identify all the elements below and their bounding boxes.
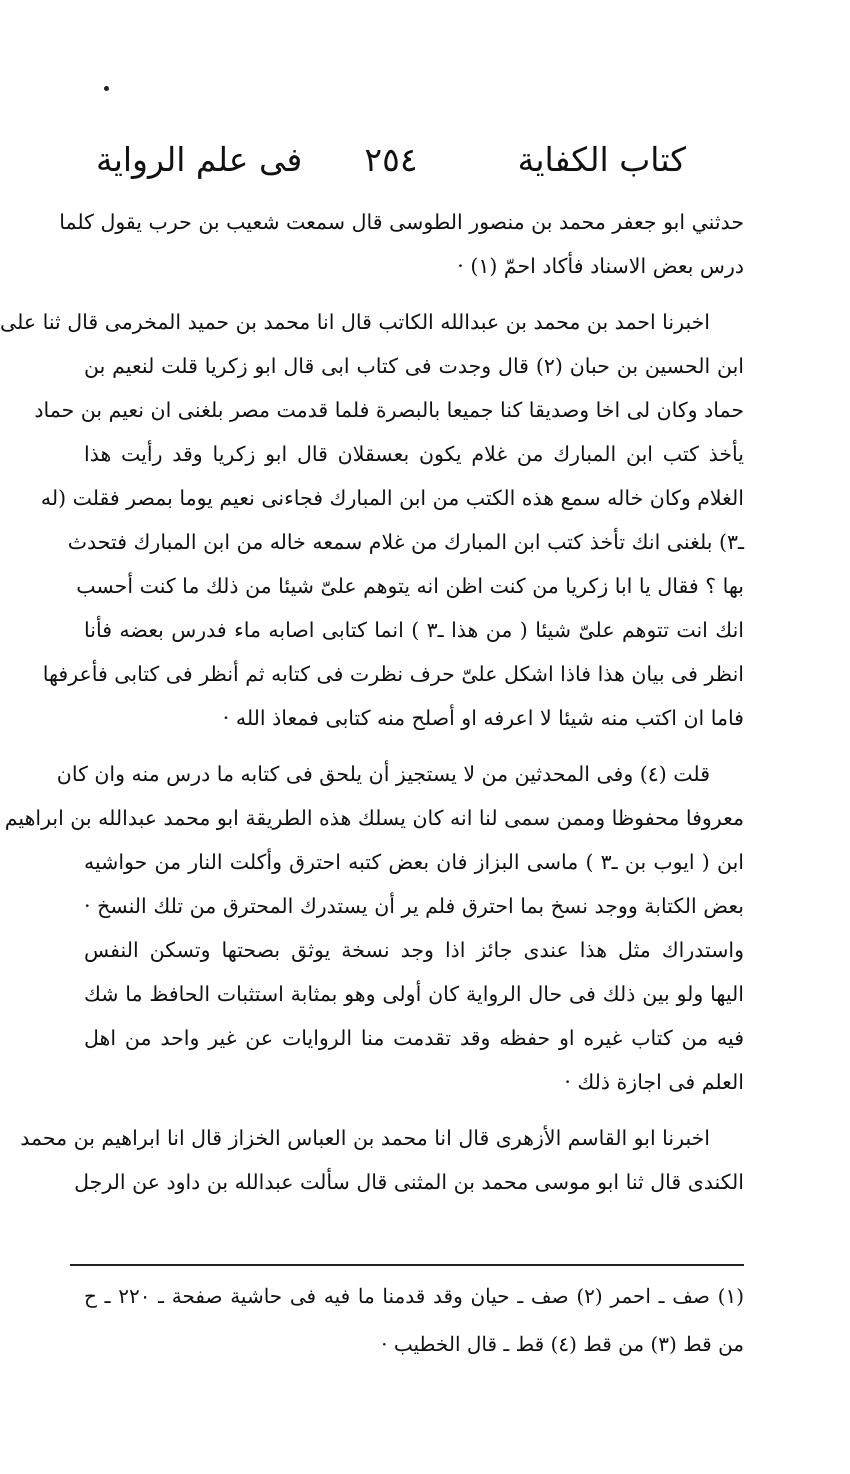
stray-dot — [104, 86, 109, 91]
body-line: اخبرنا ابو القاسم الأزهرى قال انا محمد بن العباس الخزاز قال انا ابراهيم بن محمد — [20, 1126, 710, 1150]
page-body — [0, 200, 744, 1204]
body-line: حدثني ابو جعفر محمد بن منصور الطوسى قال سمعت شعيب بن حرب يقول كلما — [59, 210, 744, 234]
body-line: العلم فى اجازة ذلك · — [564, 1070, 744, 1094]
footnotes — [84, 1272, 744, 1368]
body-line: معروفا محفوظا وممن سمى لنا انه كان يسلك هذه الطريقة ابو محمد عبدالله بن ابراهيم — [4, 806, 744, 830]
body-line: ـ٣) بلغنى انك تأخذ كتب ابن المبارك من غلام سمعه خاله من ابن المبارك فتحدث — [67, 530, 744, 554]
page-header — [96, 134, 686, 186]
footnote-line: (١) صف ـ احمر (٢) صف ـ حيان وقد قدمنا ما فيه فى حاشية صفحة ـ ٢٢٠ ـ ح — [84, 1284, 744, 1308]
body-line: الغلام وكان خاله سمع هذه الكتب من ابن المبارك فجاءنى نعيم يوما بمصر فقلت (له — [40, 486, 744, 510]
body-line: انك انت تتوهم علىّ شيئا ( من هذا ـ٣ ) انما كتابى اصابه ماء فدرس بعضه فأنا — [84, 618, 744, 642]
body-line: واستدراك مثل هذا عندى جائز اذا وجد نسخة يوثق بصحتها وتسكن النفس — [84, 938, 744, 962]
footnote-line: من قط (٣) من قط (٤) قط ـ قال الخطيب · — [381, 1332, 744, 1356]
body-line: اليها ولو بين ذلك فى حال الرواية كان أولى وهو بمثابة استثبات الحافظ ما شك — [84, 982, 744, 1006]
body-line: بعض الكتابة ووجد نسخ بما احترق فلم ير أن يستدرك المحترق من تلك النسخ · — [84, 894, 744, 918]
body-line: ابن ( ايوب بن ـ٣ ) ماسى البزاز فان بعض كتبه احترق وأكلت النار من حواشيه — [84, 850, 744, 874]
body-line: حماد وكان لى اخا وصديقا كنا جميعا بالبصرة فلما قدمت مصر بلغنى ان نعيم بن حماد — [34, 398, 744, 422]
body-line: فيه من كتاب غيره او حفظه وقد تقدمت منا الروايات عن غير واحد من اهل — [84, 1026, 744, 1050]
body-line: اخبرنا احمد بن محمد بن عبدالله الكاتب قال انا محمد بن حميد المخرمى قال ثنا على — [0, 310, 710, 334]
footnote-divider — [70, 1264, 744, 1266]
body-line: الكندى قال ثنا ابو موسى محمد بن المثنى قال سألت عبدالله بن داود عن الرجل — [74, 1170, 744, 1194]
section-title: فى علم الرواية — [96, 140, 303, 179]
body-line: قلت (٤) وفى المحدثين من لا يستجيز أن يلحق فى كتابه ما درس منه وان كان — [56, 762, 710, 786]
body-line: درس بعض الاسناد فأكاد احمّ (١) · — [457, 254, 744, 278]
page-number: ٢٥٤ — [364, 140, 418, 179]
body-line: بها ؟ فقال يا ابا زكريا من كنت اظن انه يتوهم علىّ شيئا من ذلك ما كنت أحسب — [76, 574, 744, 598]
book-title: كتاب الكفاية — [517, 140, 686, 179]
body-line: ابن الحسين بن حبان (٢) قال وجدت فى كتاب ابى قال ابو زكريا قلت لنعيم بن — [84, 354, 744, 378]
body-line: فاما ان اكتب منه شيئا لا اعرفه او أصلح منه كتابى فمعاذ الله · — [222, 706, 744, 730]
body-line: انظر فى بيان هذا فاذا اشكل علىّ حرف نظرت فى كتابه ثم أنظر فى كتابى فأعرفها — [42, 662, 744, 686]
body-line: يأخذ كتب ابن المبارك من غلام يكون بعسقلان قال ابو زكريا وقد رأيت هذا — [84, 442, 744, 466]
